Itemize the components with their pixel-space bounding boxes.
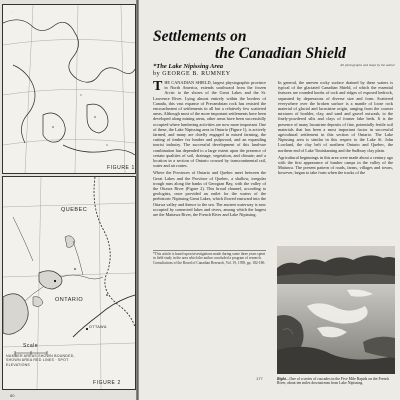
map-scale-label: Scale	[23, 343, 39, 349]
map-label-ottawa: OTTAWA	[89, 325, 107, 329]
svg-text:..: ..	[11, 10, 13, 14]
right-page-number: 177	[256, 376, 263, 381]
article-byline: by GEORGE B. RUMNEY	[153, 71, 231, 77]
article-title-line-1: Settlements on	[153, 28, 247, 45]
paragraph-text: HE CANADIAN SHIELD, largest physiographic province in North America, extends southward from the frozen Arctic to the shores of the Great Lakes and the St. Lawrence River. Lying almost entirely within the borders of Canada, this vast expanse of Precambrian rock has resisted the encroachment of settlements in all but a relatively few scattered areas. Although most of the more important settlements have been developed along mining areas, other areas have been successfully occupied where lumbering activities are now more important. One of these, the Lake Nipissing area in Ontario (Figure 1), is actively farmed, and many are chiefly engaged in mixed farming, the cutting of timber for lumber and pulpwood, and an expanding tourist industry. The successful development of this land-use combination has depended to a large extent upon the presence of certain qualities of soil, drainage, vegetation, and climate; and a location in a section of Ontario crossed by transcontinental rail, water and air routes.	[153, 80, 266, 169]
article-title	[153, 28, 393, 62]
article-footnote: *This article is based upon investigations made during some three years spent in field study in the area which the author concluded a program of research. Consultations of the Board of Canadian Research, Vol. 19, 1958, pp. 182-186.	[153, 252, 266, 265]
caption-text: —One of a series of cascades in the Five Mile Rapids on the French River, about ten miles downstream from Lake Nipissing.	[277, 377, 390, 386]
map-label-ontario: ONTARIO	[55, 297, 84, 303]
figure-1-map	[2, 4, 136, 174]
map-legend: NUMBER AREAS SHOWN BOUNDED, SHOWN AREA RED LINES · SPOT ELEVATIONS	[6, 354, 75, 367]
article-title-line-2: the Canadian Shield	[215, 45, 346, 62]
article-column-1	[153, 80, 266, 376]
map-label-quebec: QUEBEC	[61, 207, 88, 213]
paragraph	[153, 80, 266, 168]
river-rapids-photo-drawing	[277, 246, 395, 374]
left-page	[0, 0, 136, 400]
photo-caption	[277, 377, 395, 386]
article-subtitle: *The Lake Nipissing Area	[153, 63, 223, 70]
figure-1-map-drawing	[3, 5, 135, 173]
article-column-2	[278, 80, 393, 238]
figure-2-label: FIGURE 2	[93, 380, 121, 386]
left-page-number: 80	[10, 393, 15, 398]
paragraph: In general, the uneven rocky surface drained by these waters is typical of the glaciated Canadian Shield, of which the essential features are rounded knobs of rock and ridges of exposed bedrock, separated by depressions of diverse size and form. Scattered everywhere over the broken surface is a mantle of loose rock material of glacial and lacustrine origin, ranging from the coarser mixtures of boulder, clay, and sand and gravel outwash, to the finely-powdered silts and clays of former lake beds. It is the presence of many lacustrine deposits of fine, potentially fertile soil materials that has been a most important factor in successful agricultural settlement in this section of Ontario. The Lake Nipissing area is similar in this respect to the Lake St. John Lowland, the clay belt of northern Ontario and Quebec, the northern end of Lake Timiskaming and the Sudbury clay plain.	[278, 80, 393, 153]
photo-credit: All photographs and maps by the author	[340, 63, 395, 67]
drop-cap: T	[153, 80, 163, 94]
river-rapids-photo	[277, 246, 395, 374]
paragraph: Agricultural beginnings in this area were made about a century ago with the first appearance of lumber camps in the valley of the Mattawa. The present pattern of roads, farms, villages and towns, however, began to take form when the tracks of the	[278, 154, 393, 176]
paragraph: Where the Provinces of Ontario and Quebec meet between the Great Lakes and the Province of Quebec, a shallow, irregular trough runs along the banks of Georgian Bay, with the valley of the Ottawa River (Figure 2). This broad channel, according to geologists, once provided an outlet for the waters of the prehistoric Nipissing Great Lakes, which flowed eastward into the Ottawa valley and thence to the sea. The ancient waterway is now occupied by connected lakes and rivers, among which the largest are the Mattawa River, the French River and Lake Nipissing.	[153, 170, 266, 218]
caption-lead: Right	[277, 377, 286, 381]
right-page	[139, 0, 400, 400]
figure-1-label: FIGURE 1	[107, 165, 135, 171]
